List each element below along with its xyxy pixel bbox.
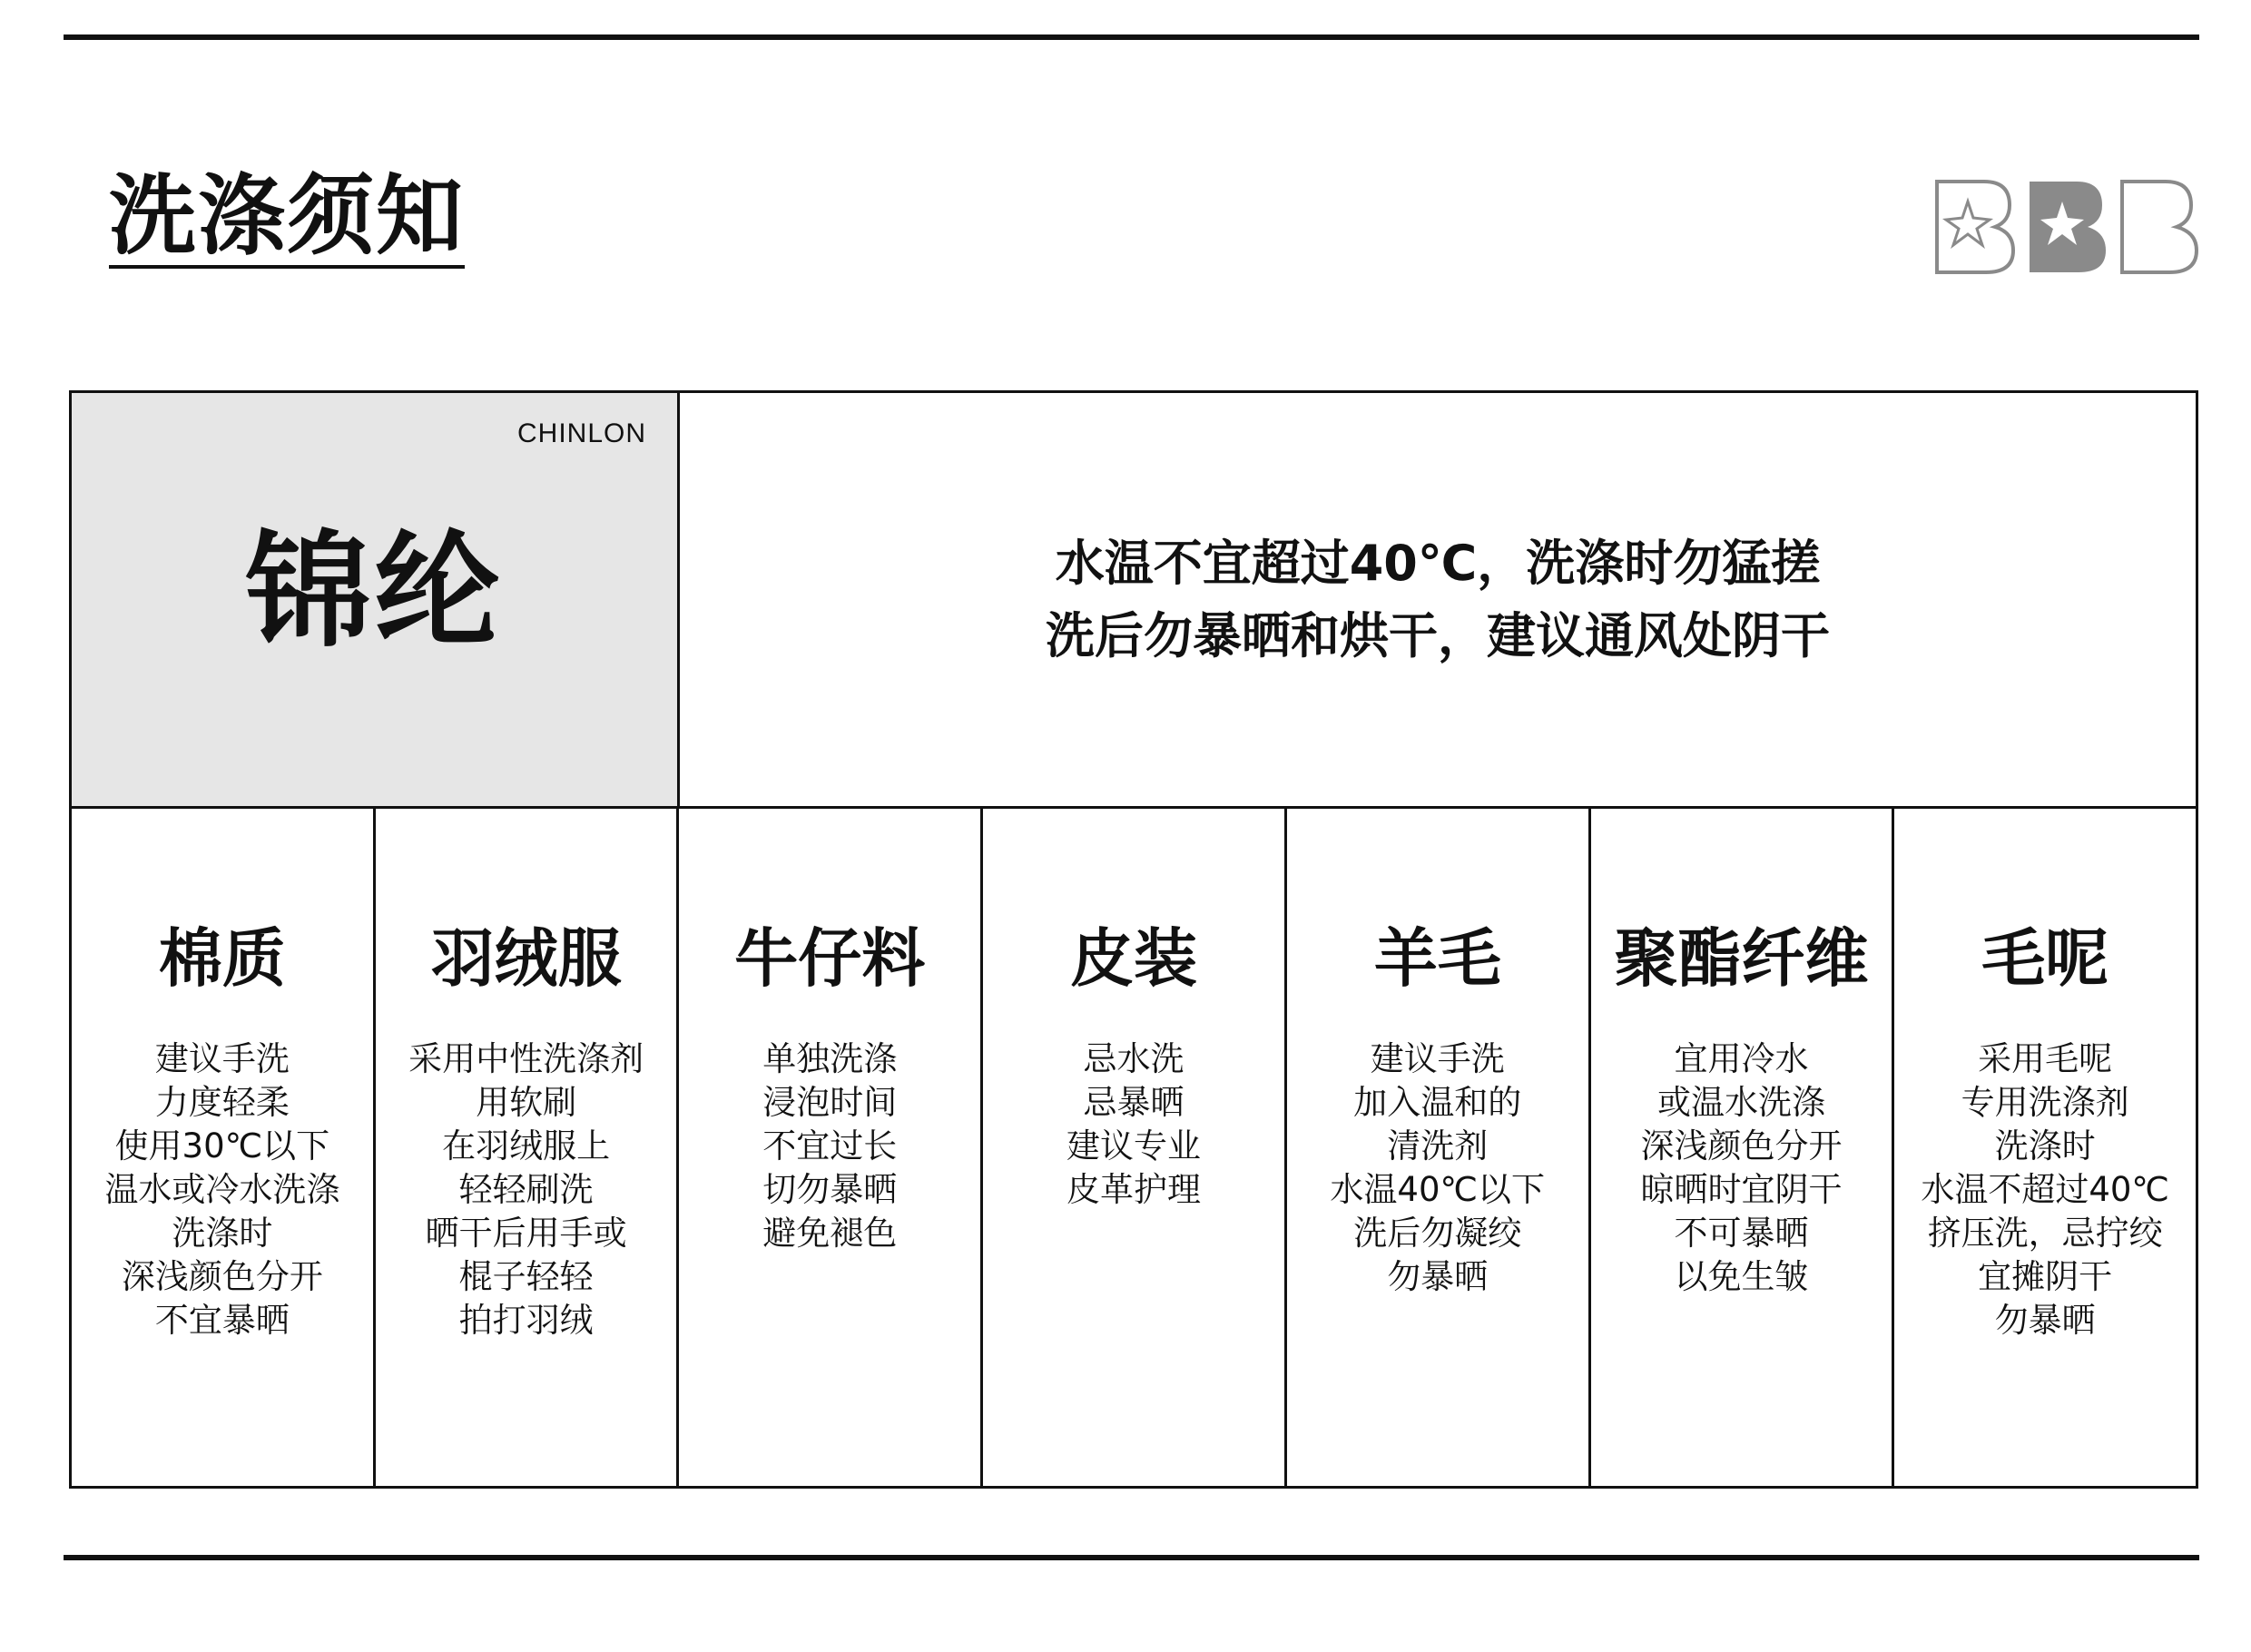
- care-table: [69, 390, 2198, 1489]
- fabric-instruction: 采用中性洗涤剂: [408, 1039, 644, 1078]
- fabric-instruction: 深浅颜色分开: [121, 1257, 323, 1296]
- fabric-instruction: 宜用冷水: [1674, 1039, 1809, 1078]
- fabric-instruction: 棍子轻轻: [458, 1257, 594, 1296]
- fabric-column-polyester: [1591, 809, 1895, 1486]
- fabric-instruction: 勿暴晒: [1994, 1301, 2096, 1340]
- fabric-instruction: 拍打羽绒: [458, 1301, 594, 1340]
- fabric-instruction: 宜摊阴干: [1978, 1257, 2113, 1296]
- fabric-title: 羽绒服: [430, 921, 622, 996]
- fabric-instruction: 使用30℃以下: [114, 1126, 330, 1165]
- logo-b-outline-star: [1937, 182, 2013, 272]
- fabric-instruction: 勿暴晒: [1387, 1257, 1489, 1296]
- fabric-title: 聚酯纤维: [1614, 921, 1869, 996]
- page-title: 洗涤须知: [109, 165, 465, 267]
- fabric-column-down-jacket: [376, 809, 680, 1486]
- fabric-instruction: 忌水洗: [1083, 1039, 1184, 1078]
- fabric-instruction: 洗后勿凝绞: [1353, 1214, 1522, 1253]
- fabric-title: 棉质: [158, 921, 286, 996]
- fabric-instruction: 深浅颜色分开: [1640, 1126, 1843, 1165]
- fabric-instruction: 挤压洗，忌拧绞: [1927, 1214, 2163, 1253]
- fabric-instruction: 洗涤时: [1994, 1126, 2096, 1165]
- fabric-instruction: 切勿暴晒: [762, 1170, 898, 1209]
- featured-instruction-line: 洗后勿暴晒和烘干，建议通风处阴干: [1046, 606, 1830, 664]
- fabric-instruction: 晾晒时宜阴干: [1640, 1170, 1843, 1209]
- fabric-instruction: 采用毛呢: [1978, 1039, 2113, 1078]
- fabric-instruction: 在羽绒服上: [442, 1126, 611, 1165]
- fabric-instruction: 以免生皱: [1674, 1257, 1809, 1296]
- fabric-instruction: 轻轻刷洗: [458, 1170, 594, 1209]
- fabric-instruction: 专用洗涤剂: [1961, 1083, 2129, 1122]
- fabric-instruction: 力度轻柔: [154, 1083, 290, 1122]
- logo-b-outline: [2122, 182, 2197, 272]
- fabric-column-denim: [679, 809, 983, 1486]
- fabric-title: 毛呢: [1981, 921, 2109, 996]
- fabric-instruction: 建议专业: [1067, 1126, 1202, 1165]
- fabric-title: 牛仔料: [734, 921, 926, 996]
- fabric-instruction: 浸泡时间: [762, 1083, 898, 1122]
- featured-instruction-line: 水温不宜超过40℃，洗涤时勿猛搓: [1055, 534, 1821, 592]
- bottom-rule: [64, 1555, 2199, 1560]
- fabric-instruction: 温水或冷水洗涤: [104, 1170, 340, 1209]
- fabric-instruction: 建议手洗: [154, 1039, 290, 1078]
- fabric-instruction: 洗涤时: [172, 1214, 273, 1253]
- fabric-column-woolen-cloth: [1894, 809, 2196, 1486]
- fabric-instruction: 避免褪色: [762, 1214, 898, 1253]
- fabric-instruction: 不宜过长: [762, 1126, 898, 1165]
- fabric-instruction: 晒干后用手或: [425, 1214, 627, 1253]
- fabric-instruction: 单独洗涤: [762, 1039, 898, 1078]
- fabric-instruction: 水温40℃以下: [1330, 1170, 1546, 1209]
- fabric-column-leather: [983, 809, 1287, 1486]
- fabric-title: 羊毛: [1373, 921, 1501, 996]
- fabric-title: 皮装: [1070, 921, 1198, 996]
- logo-b-filled-star: [2030, 182, 2106, 272]
- bbb-logo: [1932, 178, 2204, 276]
- fabric-columns: [72, 809, 2196, 1486]
- top-rule: [64, 34, 2199, 40]
- fabric-instruction: 加入温和的: [1353, 1083, 1522, 1122]
- fabric-instruction: 皮革护理: [1067, 1170, 1202, 1209]
- fabric-instruction: 清洗剂: [1387, 1126, 1489, 1165]
- fabric-instruction: 用软刷: [476, 1083, 577, 1122]
- featured-fabric-name: 锦纶: [245, 518, 504, 664]
- fabric-instruction: 不可暴晒: [1674, 1214, 1809, 1253]
- fabric-column-cotton: [72, 809, 376, 1486]
- featured-fabric-code: CHINLON: [516, 418, 646, 448]
- featured-fabric-cell: [72, 393, 680, 806]
- fabric-instruction: 建议手洗: [1370, 1039, 1505, 1078]
- fabric-instruction: 水温不超过40℃: [1921, 1170, 2169, 1209]
- featured-fabric-instructions: [680, 393, 2196, 806]
- fabric-column-wool: [1287, 809, 1591, 1486]
- fabric-instruction: 不宜暴晒: [154, 1301, 290, 1340]
- fabric-instruction: 或温水洗涤: [1656, 1083, 1825, 1122]
- fabric-instruction: 忌暴晒: [1083, 1083, 1184, 1122]
